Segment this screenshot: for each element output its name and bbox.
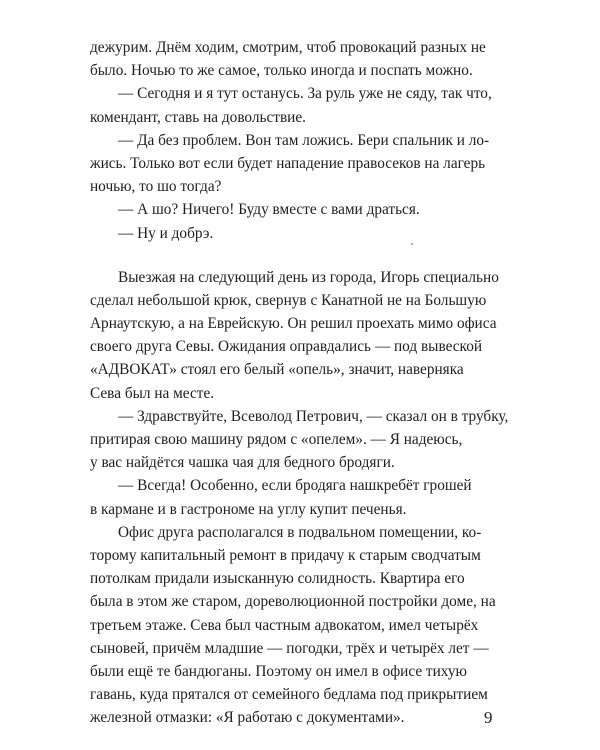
page-number: 9	[484, 708, 493, 727]
text-line: сделал небольшой крюк, свернув с Канатной не на Большую	[90, 292, 487, 309]
text-line: сыновей, причём младшие — погодки, трёх и четырёх лет —	[90, 640, 489, 657]
text-line: Офис друга располагался в подвальном помещении, ко-	[118, 524, 482, 541]
text-line: — Всегда! Особенно, если бродяга нашкребёт грошей	[118, 477, 472, 494]
text-line: потолкам придали изысканную солидность. Квартира его	[90, 570, 465, 587]
text-line: — Ну и добрэ.	[118, 225, 214, 242]
text-line: комендант, ставь на довольствие.	[90, 109, 306, 126]
text-line: ночью, то шо тогда?	[90, 178, 222, 195]
text-line: была в этом же старом, дореволюционной постройки доме, на	[90, 593, 496, 610]
text-line: Сева был на месте.	[90, 385, 215, 402]
text-line: жись. Только вот если будет нападение правосеков на лагерь	[90, 155, 486, 172]
print-speck	[411, 243, 413, 245]
text-line: притирая свою машину рядом с «опелем». — Я надеюсь,	[90, 431, 463, 448]
text-line: — А шо? Ничего! Буду вместе с вами драться.	[118, 201, 420, 218]
text-line: «АДВОКАТ» стоял его белый «опель», значит, наверняка	[90, 361, 464, 378]
text-line: — Да без проблем. Вон там ложись. Бери спальник и ло-	[118, 132, 490, 149]
text-line: своего друга Севы. Ожидания оправдались — под вывеской	[90, 338, 483, 355]
text-line: третьем этаже. Сева был частным адвокатом, имел четырёх	[90, 617, 479, 634]
text-line: было. Ночью то же самое, только иногда и поспать можно.	[90, 62, 473, 79]
text-line: в кармане и в гастрономе на углу купит печенья.	[90, 501, 407, 518]
text-line: торому капитальный ремонт в придачу к старым сводчатым	[90, 547, 481, 564]
text-line: гавань, куда прятался от семейного бедлама под прикрытием	[90, 686, 488, 703]
text-line: — Сегодня и я тут останусь. За руль уже не сяду, так что,	[118, 85, 492, 102]
text-line: у вас найдётся чашка чая для бедного бродяги.	[90, 454, 395, 471]
text-line: Выезжая на следующий день из города, Игорь специально	[118, 269, 499, 286]
text-line: — Здравствуйте, Всеволод Петрович, — сказал он в трубку,	[118, 408, 509, 425]
text-line: были ещё те бандюганы. Поэтому он имел в офисе тихую	[90, 663, 467, 680]
text-line: железной отмазки: «Я работаю с документами».	[90, 709, 405, 726]
text-line: Арнаутскую, а на Еврейскую. Он решил проехать мимо офиса	[90, 315, 497, 332]
text-line: дежурим. Днём ходим, смотрим, чтоб провокаций разных не	[90, 39, 486, 56]
